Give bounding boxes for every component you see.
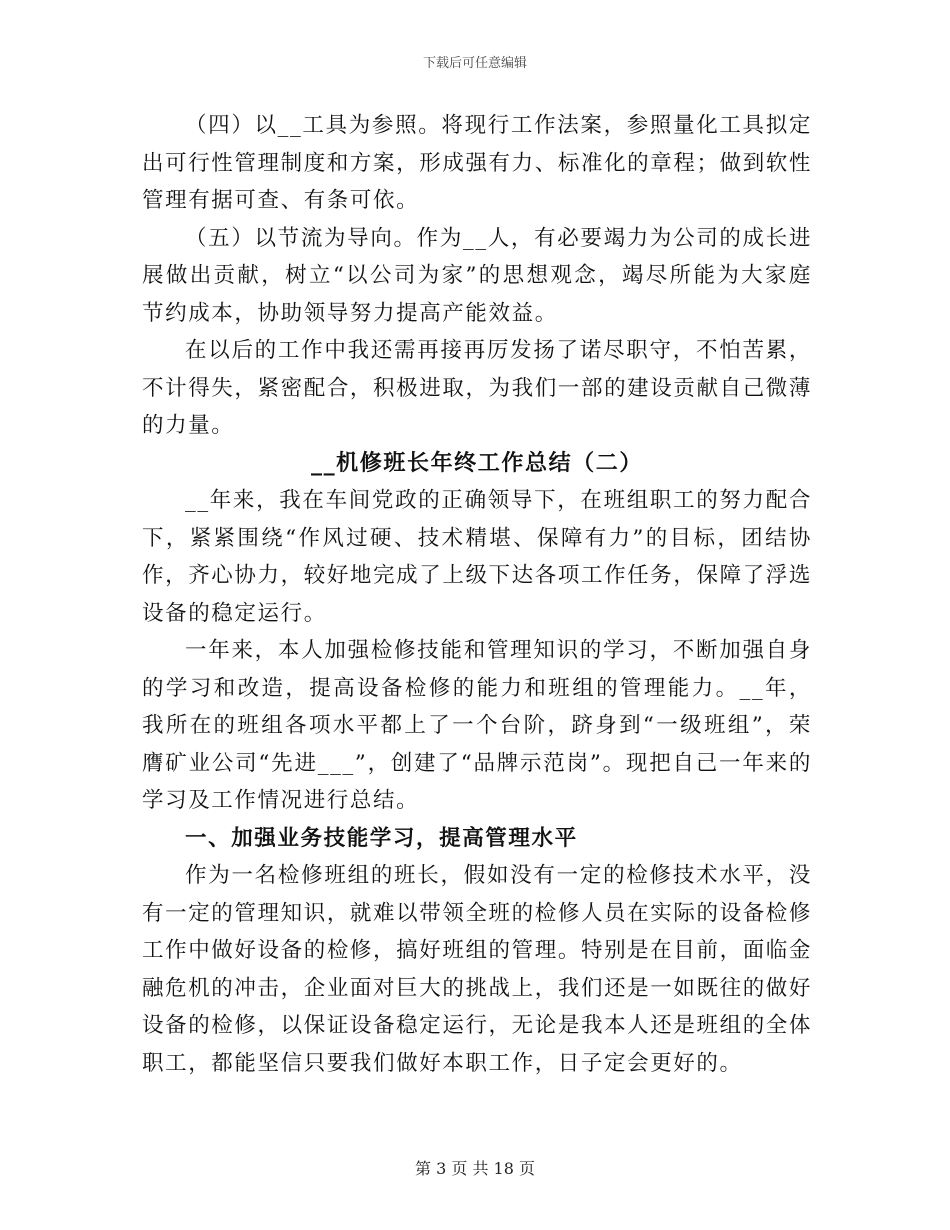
page-header: 下载后可任意编辑 <box>422 56 527 71</box>
paragraph: （五）以节流为导向。作为__人，有必要竭力为公司的成长进展做出贡献，树立“以公司为家”的思想观念，竭尽所能为大家庭节约成本，协助领导努力提高产能效益。 <box>142 225 812 326</box>
section-heading: 一、加强业务技能学习，提高管理水平 <box>185 825 578 851</box>
section-title: __机修班长年终工作总结（二） <box>310 449 643 476</box>
paragraph: （四）以__工具为参照。将现行工作法案，参照量化工具拟定出可行性管理制度和方案，形成强有力、标准化的章程；做到软性管理有据可查、有条可依。 <box>142 113 812 213</box>
document-body <box>142 107 812 1082</box>
page-number: 第 3 页 共 18 页 <box>415 1159 535 1178</box>
paragraph: 一年来，本人加强检修技能和管理知识的学习，不断加强自身的学习和改造，提高设备检修的能力和班组的管理能力。__年，我所在的班组各项水平都上了一个台阶，跻身到“一级班组”，荣膺矿业公司“先进___”，创建了“品牌示范岗”。现把自己一年来的学习及工作情况进行总结。 <box>142 638 812 813</box>
paragraph: 作为一名检修班组的班长，假如没有一定的检修技术水平，没有一定的管理知识，就难以带领全班的检修人员在实际的设备检修工作中做好设备的检修，搞好班组的管理。特别是在目前，面临金融危机的冲击，企业面对巨大的挑战上，我们还是一如既往的做好设备的检修，以保证设备稳定运行，无论是我本人还是班组的全体职工，都能坚信只要我们做好本职工作，日子定会更好的。 <box>142 863 812 1076</box>
paragraph: __年来，我在车间党政的正确领导下，在班组职工的努力配合下，紧紧围绕“作风过硬、技术精堪、保障有力”的目标，团结协作，齐心协力，较好地完成了上级下达各项工作任务，保障了浮选设备的稳定运行。 <box>142 488 812 626</box>
paragraph: 在以后的工作中我还需再接再厉发扬了诺尽职守，不怕苦累，不计得失，紧密配合，积极进取，为我们一部的建设贡献自己微薄的力量。 <box>142 338 812 438</box>
